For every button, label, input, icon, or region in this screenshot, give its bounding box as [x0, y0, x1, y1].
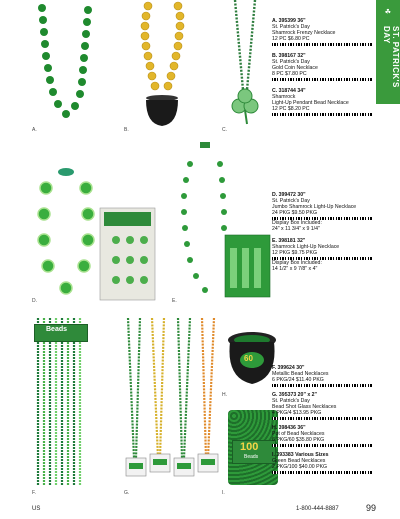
label-e: E. [172, 298, 177, 304]
price-c: 12 PC $8.20 PC [272, 106, 310, 112]
description-h [272, 425, 372, 447]
description-e [272, 238, 372, 272]
barcode [272, 113, 372, 116]
desc-b-2: St. Patrick's Day [272, 59, 310, 65]
price-e: 12 PKG $9.75 PKG [272, 250, 317, 256]
label-c: C. [222, 127, 227, 133]
description-i [272, 452, 372, 474]
desc-c-2: Shamrock [272, 94, 296, 100]
desc-i-2: Green Bead Necklaces [272, 458, 326, 464]
label-b: B. [124, 127, 129, 133]
price-f: 6 PKG/24 $11.40 PKG [272, 377, 324, 383]
price-i: 2 PKG/100 $40.00 PKG [272, 464, 328, 470]
desc-c-3: Light-Up Pendant Bead Necklace [272, 100, 349, 106]
product-image-h [226, 330, 278, 386]
product-image-d [30, 148, 160, 308]
label-a: A. [32, 127, 37, 133]
desc-d-6: 24" x 11 3/4" x 9 1/4" [272, 226, 320, 232]
pot-count: 60 [244, 354, 253, 363]
footer-phone: 1-800-444-8887 [296, 506, 339, 512]
desc-d-5: Display Box Included: [272, 220, 322, 226]
description-d [272, 192, 372, 232]
desc-f-2: Metallic Bead Necklaces [272, 371, 329, 377]
description-f [272, 365, 372, 387]
product-image-e [170, 140, 275, 305]
footer-region: US [32, 506, 41, 512]
barcode [272, 417, 372, 420]
sku-h: H. 398436 36" [272, 425, 306, 431]
product-image-i [228, 410, 278, 485]
price-g: 4 PKG/4 $13.95 PKG [272, 410, 322, 416]
desc-b-3: Gold Coin Necklace [272, 65, 318, 71]
sku-g: G. 395373 20" x 2" [272, 392, 318, 398]
barcode [272, 43, 372, 46]
barcode [272, 471, 372, 474]
label-h: H. [222, 392, 227, 398]
product-image-f [32, 318, 88, 486]
desc-d-3: Jumbo Shamrock Light-Up Necklace [272, 204, 357, 210]
description-b [272, 53, 372, 81]
barcode [272, 444, 372, 447]
product-image-g [122, 318, 222, 493]
desc-e-4: Display Box Included: [272, 260, 322, 266]
price-d: 24 PKG $9.50 PKG [272, 210, 317, 216]
tub-count: 100 [240, 441, 259, 453]
sku-i: I. 393383 Various Sizes [272, 452, 329, 458]
sku-d: D. 399472 30" [272, 192, 306, 198]
desc-e-5: 14 1/2" x 9 7/8" x 4" [272, 266, 318, 272]
product-image-b [128, 0, 198, 135]
desc-d-2: St. Patrick's Day [272, 198, 310, 204]
sku-b: B. 398167 32" [272, 53, 306, 59]
shamrock-tab-icon: ☘ [384, 9, 391, 16]
description-a [272, 18, 372, 46]
sku-f: F. 399624 30" [272, 365, 305, 371]
price-b: 8 PC $7.80 PC [272, 71, 307, 77]
desc-g-2: St. Patrick's Day [272, 398, 310, 404]
label-g: G. [124, 490, 130, 496]
sku-c: C. 318744 34" [272, 88, 306, 94]
barcode [272, 78, 372, 81]
price-h: 6 PKG/60 $35.80 PKG [272, 437, 325, 443]
desc-g-3: Bead Shot Glass Necklaces [272, 404, 337, 410]
product-image-a [30, 0, 100, 135]
sku-a: A. 395399 36" [272, 18, 306, 24]
product-image-c [225, 0, 265, 135]
price-a: 12 PC $6.80 PC [272, 36, 310, 42]
desc-a-2: St. Patrick's Day [272, 24, 310, 30]
description-c [272, 88, 372, 116]
desc-a-3: Shamrock Frenzy Necklace [272, 30, 336, 36]
sku-e: E. 398181 32" [272, 238, 306, 244]
description-g [272, 392, 372, 420]
package-label: Beads [46, 326, 68, 333]
label-i: I. [222, 490, 225, 496]
page-number: 99 [366, 503, 377, 513]
tub-word: Beads [244, 454, 259, 460]
label-f: F. [32, 490, 36, 496]
label-d: D. [32, 298, 37, 304]
desc-e-2: Shamrock Light-Up Necklace [272, 244, 340, 250]
barcode [272, 384, 372, 387]
section-tab-label: ST. PATRICK'S DAY [382, 26, 400, 88]
desc-h-2: Pot of Bead Necklaces [272, 431, 325, 437]
